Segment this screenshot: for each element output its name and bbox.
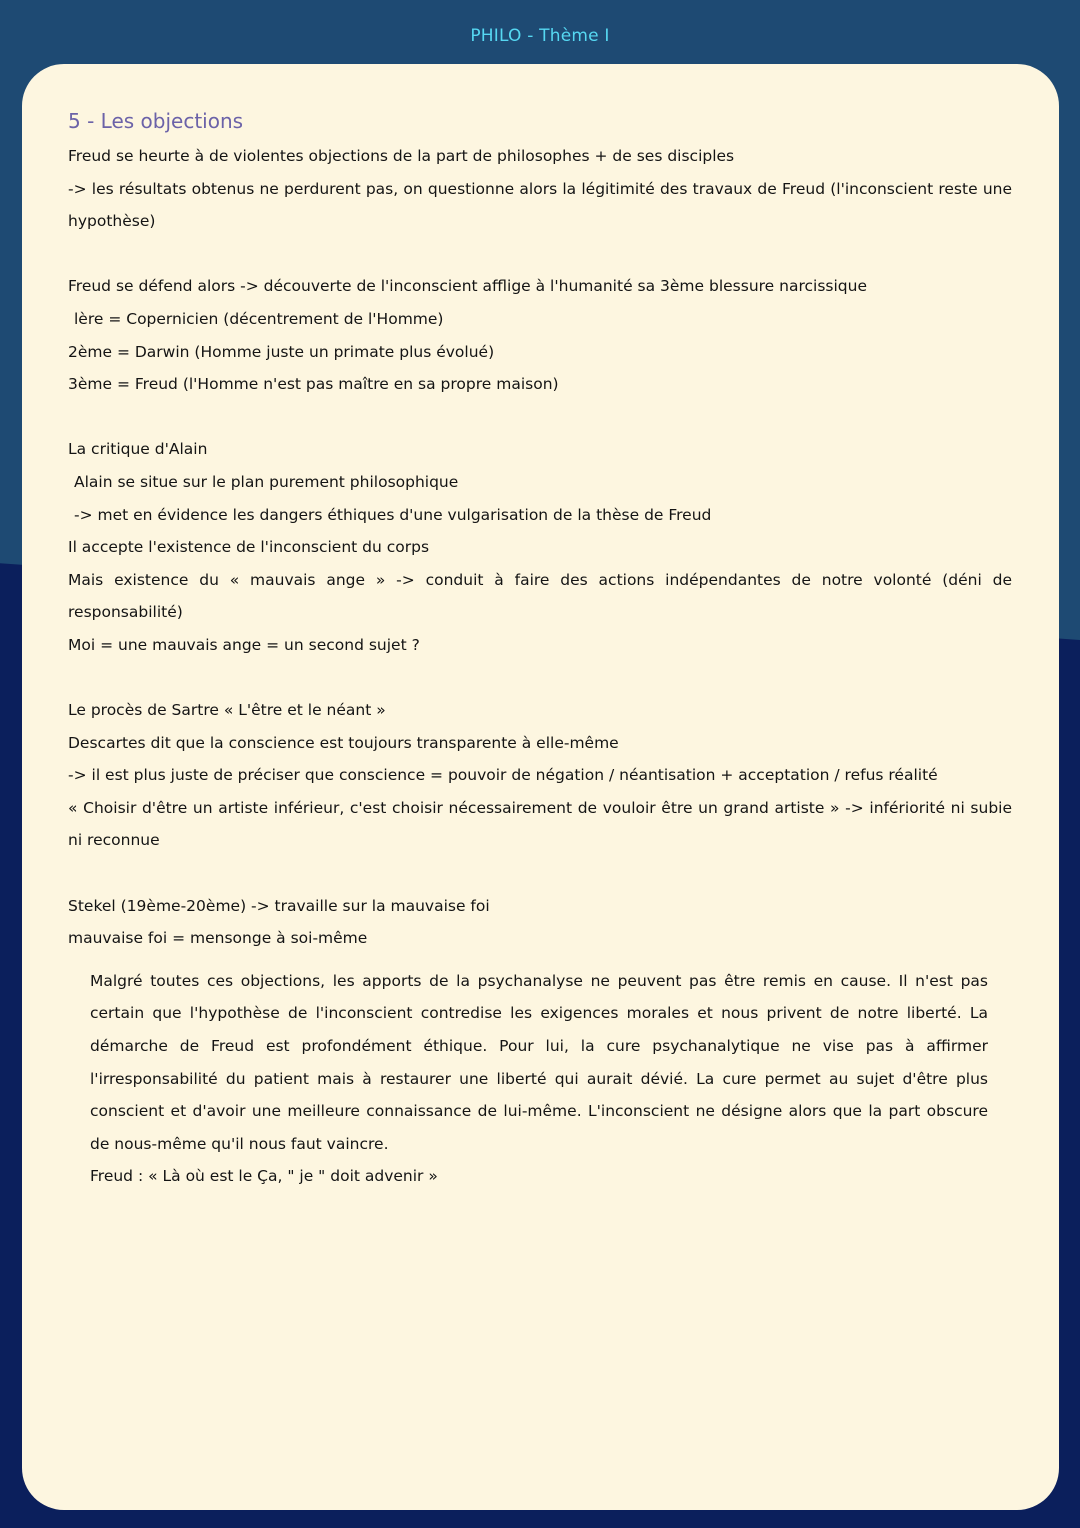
sartre-line-1: Descartes dit que la conscience est toujours transparente à elle-même: [68, 733, 619, 752]
intro-line-2: -> les résultats obtenus ne perdurent pas, on questionne alors la légitimité des travaux de Freud (l'inconscient reste une hypothèse): [68, 179, 1012, 231]
content-card: [22, 64, 1059, 1510]
sartre-heading: Le procès de Sartre « L'être et le néant »: [68, 701, 386, 720]
alain-line-5: Moi = une mauvais ange = un second sujet ?: [68, 635, 420, 654]
page-header-title: PHILO - Thème I: [470, 26, 610, 46]
defense-line-3: 2ème = Darwin (Homme juste un primate plus évolué): [68, 342, 495, 361]
stekel-line-1: Stekel (19ème-20ème) -> travaille sur la mauvaise foi: [68, 896, 490, 915]
alain-heading: La critique d'Alain: [68, 440, 208, 459]
alain-line-2: -> met en évidence les dangers éthiques d'une vulgarisation de la thèse de Freud: [74, 505, 712, 524]
document-body: [68, 106, 1012, 1193]
sartre-line-3: « Choisir d'être un artiste inférieur, c'est choisir nécessairement de vouloir être un grand artiste » -> infériorité ni subie ni reconnue: [68, 798, 1012, 850]
conclusion-paragraph: Malgré toutes ces objections, les apports de la psychanalyse ne peuvent pas être remis en cause. Il n'est pas certain que l'hypothèse de l'inconscient contredise les exigences morales et nous privent de notre liberté. La démarche de Freud est profondément éthique. Pour lui, la cure psychanalytique ne vise pas à affirmer l'irresponsabilité du patient mais à restaurer une liberté qui aurait dévié. La cure permet au sujet d'être plus conscient et d'avoir une meilleure connaissance de lui-même. L'inconscient ne désigne alors que la part obscure de nous-même qu'il nous faut vaincre.: [90, 971, 988, 1153]
defense-line-4: 3ème = Freud (l'Homme n'est pas maître en sa propre maison): [68, 375, 559, 394]
stekel-line-2: mauvaise foi = mensonge à soi-même: [68, 929, 368, 948]
defense-line-1: Freud se défend alors -> découverte de l'inconscient afflige à l'humanité sa 3ème blessure narcissique: [68, 277, 867, 296]
alain-line-1: Alain se situe sur le plan purement philosophique: [74, 472, 459, 491]
section-title: 5 - Les objections: [68, 109, 244, 133]
conclusion-quote: Freud : « Là où est le Ça, " je " doit advenir »: [90, 1167, 438, 1186]
alain-line-3: Il accepte l'existence de l'inconscient du corps: [68, 538, 430, 557]
sartre-line-2: -> il est plus juste de préciser que conscience = pouvoir de négation / néantisation + acceptation / refus réalité: [68, 766, 938, 785]
alain-line-4: Mais existence du « mauvais ange » -> conduit à faire des actions indépendantes de notre volonté (déni de responsabilité): [68, 570, 1012, 622]
conclusion-block: [90, 965, 988, 1193]
intro-line-1: Freud se heurte à de violentes objections de la part de philosophes + de ses disciples: [68, 147, 735, 165]
defense-line-2: lère = Copernicien (décentrement de l'Homme): [74, 309, 444, 328]
